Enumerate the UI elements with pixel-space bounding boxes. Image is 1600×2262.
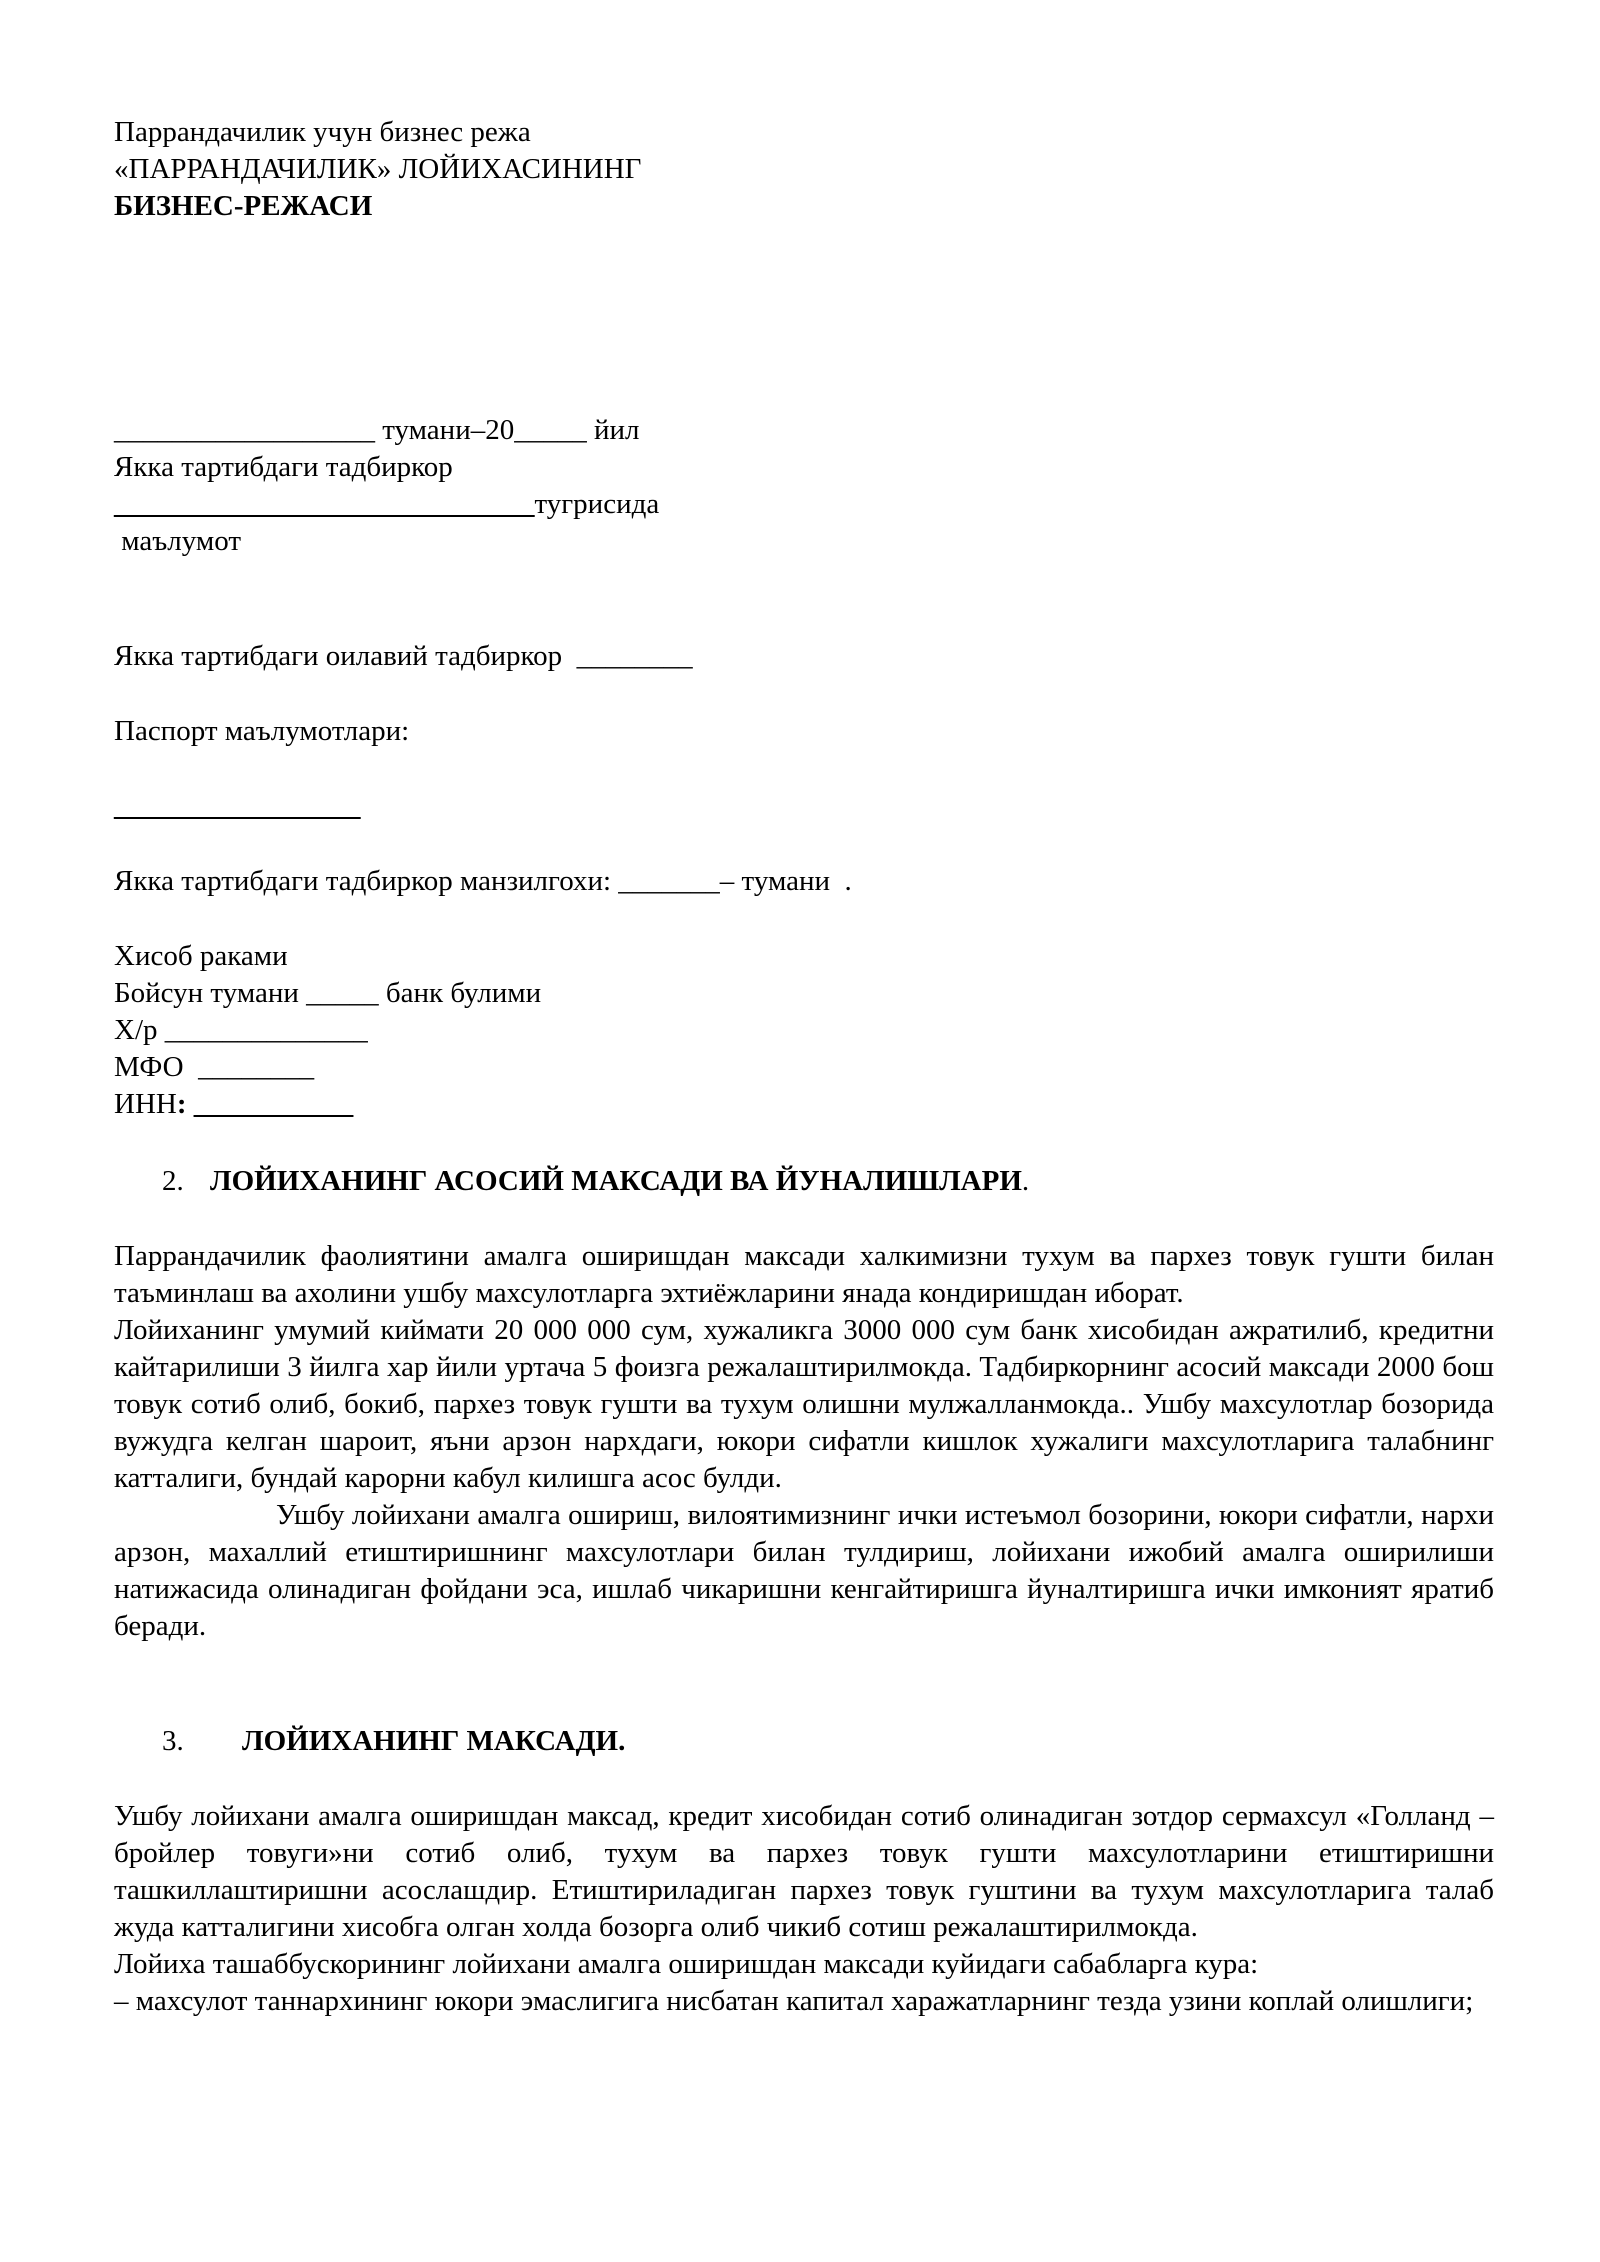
section-3-paragraph: – махсулот таннархининг юкори эмаслигига нисбатан капитал харажатларнинг тезда узини коплай олишлиги; <box>114 1985 1474 2017</box>
section-2-title-period: . <box>1021 1165 1030 1197</box>
section-2-paragraph: Ушбу лойихани амалга ошириш, вилоятимизнинг ички истеъмол бозорини, юкори сифатли, нархи арзон, махаллий етиштиришнинг махсулотлари билан тулдириш, лойихани ижобий амалга оширилиши натижасида олинадиган фойдани эса, ишлаб чикаришни кенгайтиришга йуналтиришга ички имконият яратиб беради. <box>114 1499 1494 1642</box>
passport-blank-block <box>114 788 1494 825</box>
entrepreneur-name-blank: _____________________________ <box>114 488 535 520</box>
passport-block <box>114 713 1494 750</box>
section-3-body <box>114 1798 1494 2020</box>
section-3-heading <box>114 1723 1494 1760</box>
section-2-body <box>114 1238 1494 1645</box>
section-3-heading-line <box>114 1725 625 1757</box>
xr-line: Х/р ______________ <box>114 1014 368 1046</box>
section-3-paragraph: Лойиха ташаббускорининг лойихани амалга оширишдан максади куйидаги сабабларга кура: <box>114 1948 1259 1980</box>
section-2-number: 2. <box>162 1165 184 1197</box>
address-line: Якка тартибдаги тадбиркор манзилгохи: _______– тумани . <box>114 865 852 897</box>
inn-blank: ___________ <box>186 1088 354 1120</box>
district-year-line: __________________ тумани–20_____ йил <box>114 414 640 446</box>
inn-label: ИНН <box>114 1088 177 1120</box>
bank-details <box>114 938 1494 1123</box>
address-block <box>114 863 1494 900</box>
mfo-line: МФО ________ <box>114 1051 315 1083</box>
account-title: Хисоб раками <box>114 940 288 972</box>
entrepreneur-label: Якка тартибдаги тадбиркор <box>114 451 453 483</box>
about-word: тугрисида <box>534 488 660 520</box>
section-2-heading <box>114 1163 1494 1200</box>
family-entrepreneur-line: Якка тартибдаги оилавий тадбиркор ________ <box>114 640 693 672</box>
section-2-paragraph: Лойиханинг умумий киймати 20 000 000 сум, хужаликга 3000 000 сум банк хисобидан ажратилиб, кредитни кайтарилиши 3 йилга хар йили уртача 5 фоизга режалаштирилмокда. Тадбиркорнинг асосий максади 2000 бош товук сотиб олиб, бокиб, пархез товук гушти ва тухум олишни мулжалланмокда.. Ушбу махсулотлар бозорида вужудга келган шароит, яъни арзон нархдаги, юкори сифатли кишлок хужалиги махсулотларига талабнинг катталиги, бундай карорни кабул килишга асос булди. <box>114 1314 1494 1494</box>
section-2-title: ЛОЙИХАНИНГ АСОСИЙ МАКСАДИ ВА ЙУНАЛИШЛАРИ <box>210 1165 1022 1197</box>
entrepreneur-info <box>114 412 1494 560</box>
family-entrepreneur-block <box>114 638 1494 675</box>
inn-line <box>114 1086 1494 1123</box>
inn-colon: : <box>176 1088 187 1120</box>
passport-label: Паспорт маълумотлари: <box>114 715 410 747</box>
project-name: «ПАРРАНДАЧИЛИК» ЛОЙИХАСИНИНГ <box>114 153 642 185</box>
section-2-heading-line <box>114 1165 1029 1197</box>
passport-blank: _________________ <box>114 790 361 822</box>
section-3-title: ЛОЙИХАНИНГ МАКСАДИ. <box>242 1725 626 1757</box>
document-header <box>114 114 1494 225</box>
section-2-paragraph: Паррандачилик фаолиятини амалга оширишдан максади халкимизни тухум ва пархез товук гушти билан таъминлаш ва ахолини ушбу махсулотларга эхтиёжларини янада кондиришдан иборат. <box>114 1240 1494 1309</box>
bank-branch-line: Бойсун тумани _____ банк булими <box>114 977 542 1009</box>
section-3-paragraph: Ушбу лойихани амалга оширишдан максад, кредит хисобидан сотиб олинадиган зотдор сермахсул «Голланд – бройлер товуги»ни сотиб олиб, тухум ва пархез товук гушти махсулотларини етиштиришни ташкиллаштиришни асослашдир. Етиштириладиган пархез товук гуштини ва тухум махсулотларига талаб жуда катталигини хисобга олган холда бозорга олиб чикиб сотиш режалаштирилмокда. <box>114 1800 1494 1943</box>
info-word: маълумот <box>114 525 242 557</box>
document-title: БИЗНЕС-РЕЖАСИ <box>114 190 373 222</box>
section-3-number: 3. <box>162 1725 184 1757</box>
header-subtitle: Паррандачилик учун бизнес режа <box>114 116 531 148</box>
entrepreneur-name-line <box>114 486 1494 523</box>
